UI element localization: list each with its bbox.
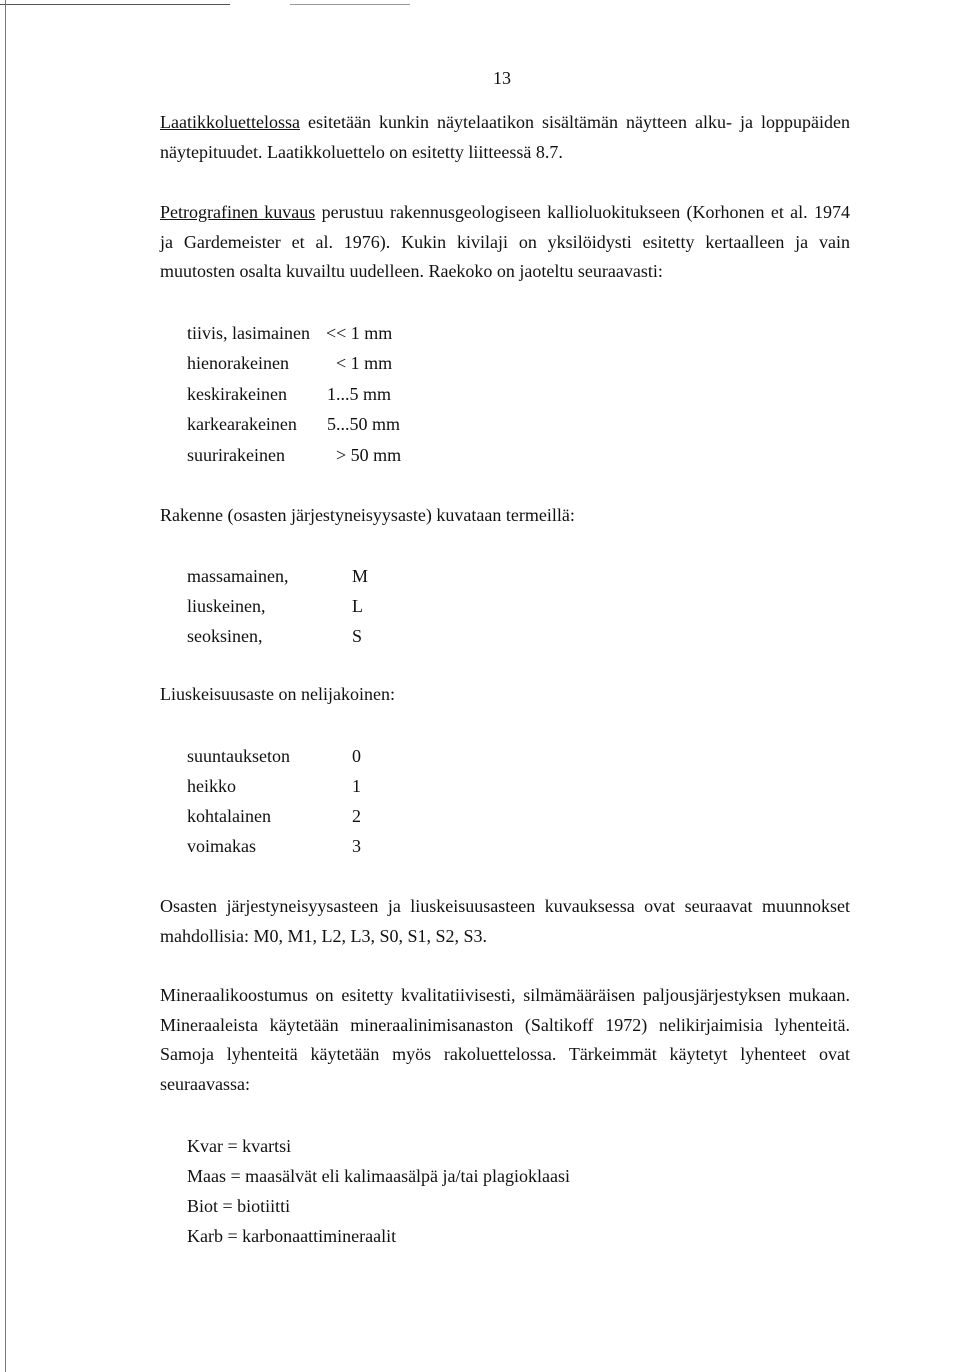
list-item: Kvar = kvartsi [187, 1136, 292, 1156]
schistosity-code: 1 [352, 776, 361, 796]
paragraph-text: esitetään kunkin näytelaatikon sisältämän näytteen alku- ja loppupäiden näytepituudet. Laatikkoluettelo on esitetty liitteessä 8.7. [160, 112, 850, 162]
schistosity-term: voimakas [187, 836, 256, 856]
grain-term: hienorakeinen [187, 353, 289, 373]
scan-edge-line [5, 0, 6, 1372]
structure-term: liuskeinen, [187, 596, 266, 616]
list-item: Maas = maasälvät eli kalimaasälpä ja/tai plagioklaasi [187, 1166, 571, 1186]
grain-size: > 50 mm [336, 445, 402, 465]
grain-size: << 1 mm [326, 323, 393, 343]
grain-term: suurirakeinen [187, 445, 285, 465]
grain-term: keskirakeinen [187, 384, 287, 404]
underlined-term: Laatikkoluettelossa [160, 112, 300, 132]
structure-code: L [352, 596, 363, 616]
paragraph-box-list [160, 108, 850, 167]
paragraph-text: perustuu rakennusgeologiseen kallioluokitukseen (Korhonen et al. 1974 ja Gardemeister et al. 1976). Kukin kivilaji on yksilöidysti esitetty kertaalleen ja vain muutosten osalta kuvailtu uudelleen. Raekoko on jaoteltu seuraavasti: [160, 202, 850, 281]
list-item: Karb = karbonaattimineraalit [187, 1226, 397, 1246]
structure-code: S [352, 626, 363, 646]
structure-code: M [352, 566, 369, 586]
grain-term: tiivis, lasimainen [187, 323, 310, 343]
schistosity-intro: Liuskeisuusaste on nelijakoinen: [160, 684, 395, 704]
schistosity-code: 2 [352, 806, 361, 826]
schistosity-term: suuntaukseton [187, 746, 290, 766]
schistosity-term: kohtalainen [187, 806, 271, 826]
list-item: Biot = biotiitti [187, 1196, 291, 1216]
schistosity-code: 3 [352, 836, 361, 856]
grain-size: 1...5 mm [327, 384, 392, 404]
grain-size: 5...50 mm [327, 414, 401, 434]
structure-intro: Rakenne (osasten järjestyneisyysaste) kuvataan termeillä: [160, 505, 575, 525]
grain-term: karkearakeinen [187, 414, 297, 434]
underlined-term: Petrografinen kuvaus [160, 202, 316, 222]
schistosity-code: 0 [352, 746, 361, 766]
paragraph-minerals: Mineraalikoostumus on esitetty kvalitatiivisesti, silmämääräisen paljousjärjestyksen mukaan. Mineraaleista käytetään mineraalinimisanaston (Saltikoff 1972) nelikirjaimisia lyhenteitä. Samoja lyhenteitä käytetään myös rakoluettelossa. Tärkeimmät käytetyt lyhenteet ovat seuraavassa: [160, 985, 850, 1094]
scan-edge-line [290, 4, 410, 5]
structure-term: seoksinen, [187, 626, 263, 646]
structure-term: massamainen, [187, 566, 289, 586]
page-number: 13 [493, 68, 511, 88]
grain-size: < 1 mm [336, 353, 393, 373]
paragraph-petrographic [160, 198, 850, 287]
paragraph-variants: Osasten järjestyneisyysasteen ja liuskeisuusasteen kuvauksessa ovat seuraavat muunnokset mahdollisia: M0, M1, L2, L3, S0, S1, S2, S3. [160, 896, 850, 946]
scan-edge-line [0, 4, 230, 5]
schistosity-term: heikko [187, 776, 236, 796]
